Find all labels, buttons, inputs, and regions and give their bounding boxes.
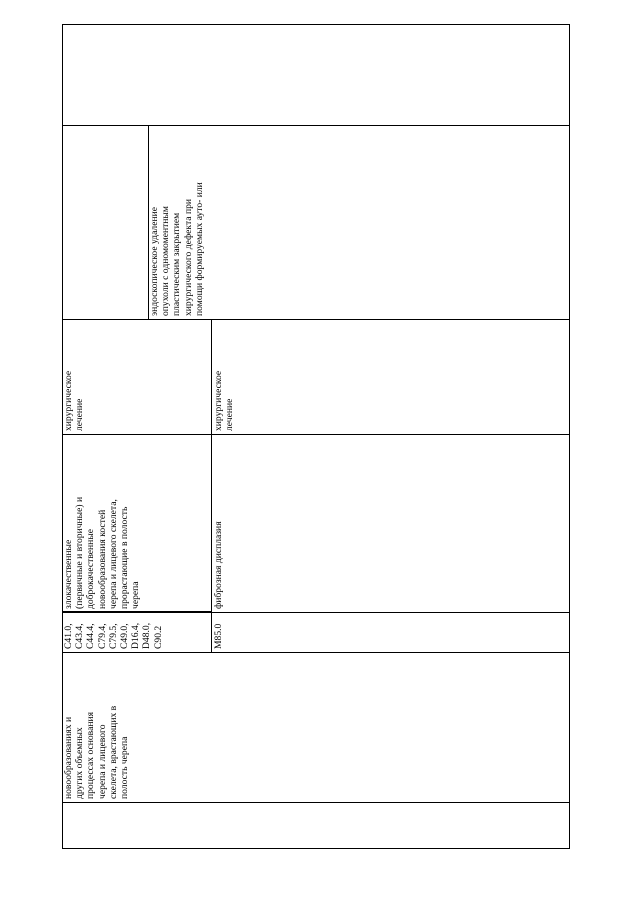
- name-line: процессах основания: [85, 711, 97, 799]
- model-line: злокачественные: [63, 539, 74, 609]
- code-line: D48.0,: [141, 622, 153, 649]
- code-line: D16.4,: [130, 622, 142, 649]
- method-line: опухоли с одномоментным: [160, 206, 172, 316]
- model-line: доброкачественные: [85, 528, 97, 609]
- model-line: новообразования костей: [96, 509, 108, 609]
- name-line: черепа и лицевого: [96, 724, 108, 799]
- code-line: M85.0: [213, 623, 224, 649]
- model-line: черепа: [130, 581, 142, 609]
- model-line: прорастающие в полость: [119, 506, 131, 609]
- method-rowtop-1: [148, 126, 208, 319]
- code-line: C44.4,: [85, 623, 97, 649]
- method-line: помощи формируемых ауто- или: [193, 182, 205, 316]
- model-line: (первичные и вторичные) и: [74, 496, 86, 609]
- model-line: фиброзная дисплазия: [213, 521, 224, 609]
- code-line: C41.0,: [63, 623, 74, 649]
- treatment-line: лечение: [74, 398, 86, 431]
- method-line: эндоскопическое удаление: [149, 207, 160, 316]
- code-line: C43.4,: [74, 623, 86, 649]
- treatment-line: хирургическое: [213, 370, 224, 431]
- code-line: C90.2: [152, 625, 164, 649]
- name-line: скелета, врастающих в: [107, 705, 119, 799]
- code-line: C49.0,: [119, 623, 131, 649]
- model-line: черепа и лицевого скелета,: [107, 499, 119, 609]
- method-line: пластическим закрытием: [171, 212, 183, 316]
- name-line: полость черепа: [119, 736, 131, 799]
- code-line: C79.4,: [96, 623, 108, 649]
- code-line: C79.5,: [107, 623, 119, 649]
- name-line: новообразованиях и: [63, 716, 74, 799]
- method-line: хирургического дефекта при: [182, 198, 194, 316]
- treatment-line: хирургическое: [63, 370, 74, 431]
- treatment-line: лечение: [224, 398, 236, 431]
- methods-grid: [62, 24, 570, 849]
- name-line: других объемных: [74, 727, 86, 799]
